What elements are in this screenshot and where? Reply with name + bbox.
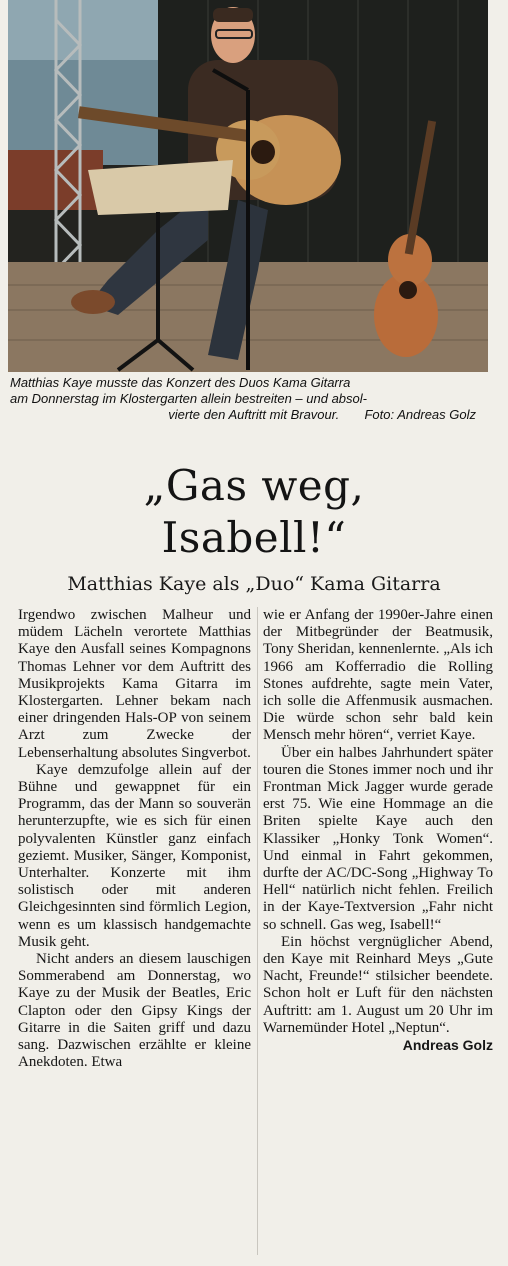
concert-photo-icon xyxy=(8,0,488,372)
photo-caption xyxy=(10,375,488,423)
paragraph-6 xyxy=(263,933,493,1054)
concert-photo xyxy=(8,0,488,372)
paragraph-5: Über ein halbes Jahrhundert später touren die Stones immer noch und ihr Frontman Mick Jagger wurde gerade erst 75. Wie eine Hommage an die Briten spielte Kaye auch den Klassiker „Honky Tonk Women“. Und einmal in Fahrt gekommen, durfte der AC/DC-Song „Highway To Hell“ natürlich nicht fehlen. Freilich in der Kaye-Textversion „Fahr nicht so schnell. Gas weg, Isabell!“ xyxy=(263,744,493,933)
paragraph-2: Kaye demzufolge allein auf der Bühne und gewappnet für ein Programm, das der Mann so souverän herunterzupfte, wie es sich für einen polyvalenten Künstler ganz einfach geziemt. Musiker, Sänger, Komponist, Unterhalter. Konzerte mit ihm solistisch oder mit anderen Gleichgesinnten sind förmlich Legion, wenn es um klassisch handgemachte Musik geht. xyxy=(18,761,251,950)
photo-credit: Foto: Andreas Golz xyxy=(364,407,476,422)
column-divider xyxy=(257,607,258,1255)
article-author: Andreas Golz xyxy=(402,1037,493,1054)
caption-line-1: Matthias Kaye musste das Konzert des Duos Kama Gitarra xyxy=(10,375,351,390)
paragraph-3: Nicht anders an diesem lauschigen Sommerabend am Donnerstag, wo Kaye zu der Musik der Beatles, Eric Clapton oder den Gipsy Kings der Gitarre in die Saiten griff und dazu sang. Dazwischen erzählte er kleine Anekdoten. Etwa xyxy=(18,951,251,1071)
article-headline xyxy=(0,460,508,564)
headline-line-2: Isabell!“ xyxy=(161,513,347,562)
article-column-left xyxy=(18,607,251,1071)
paragraph-4: wie er Anfang der 1990er-Jahre einen der Mitbegründer der Beatmusik, Tony Sheridan, kennenlernte. „Als ich 1966 am Kofferradio die Rolling Stones aufdrehte, sagte mein Vater, ich solle die Affenmusik ausmachen. Die würde schon sehr bald kein Mensch mehr hören“, verriet Kaye. xyxy=(263,607,493,744)
caption-line-3: vierte den Auftritt mit Bravour. xyxy=(168,407,340,422)
headline-line-1: „Gas weg, xyxy=(143,461,365,510)
article-column-right xyxy=(263,607,493,1054)
article-subheadline: Matthias Kaye als „Duo“ Kama Gitarra xyxy=(67,573,441,595)
caption-line-2: am Donnerstag im Klostergarten allein bestreiten – und absol- xyxy=(10,391,367,406)
paragraph-6-text: Ein höchst vergnüglicher Abend, den Kaye mit Reinhard Meys „Gute Nacht, Freunde!“ stilsicher beendete. Schon holt er Luft für den nächsten Auftritt: am 1. August um 20 Uhr im Warnemünder Hotel „Neptun“. xyxy=(263,933,493,1036)
paragraph-1: Irgendwo zwischen Malheur und müdem Lächeln verortete Matthias Kaye den Ausfall seines Kompagnons Thomas Lehner vor dem Auftritt des Musikprojekts Kama Gitarra im Klostergarten. Lehner bekam nach einer dringenden Hals-OP von seinem Arzt zum Zwecke der Lebenserhaltung absolutes Singverbot. xyxy=(18,607,251,761)
